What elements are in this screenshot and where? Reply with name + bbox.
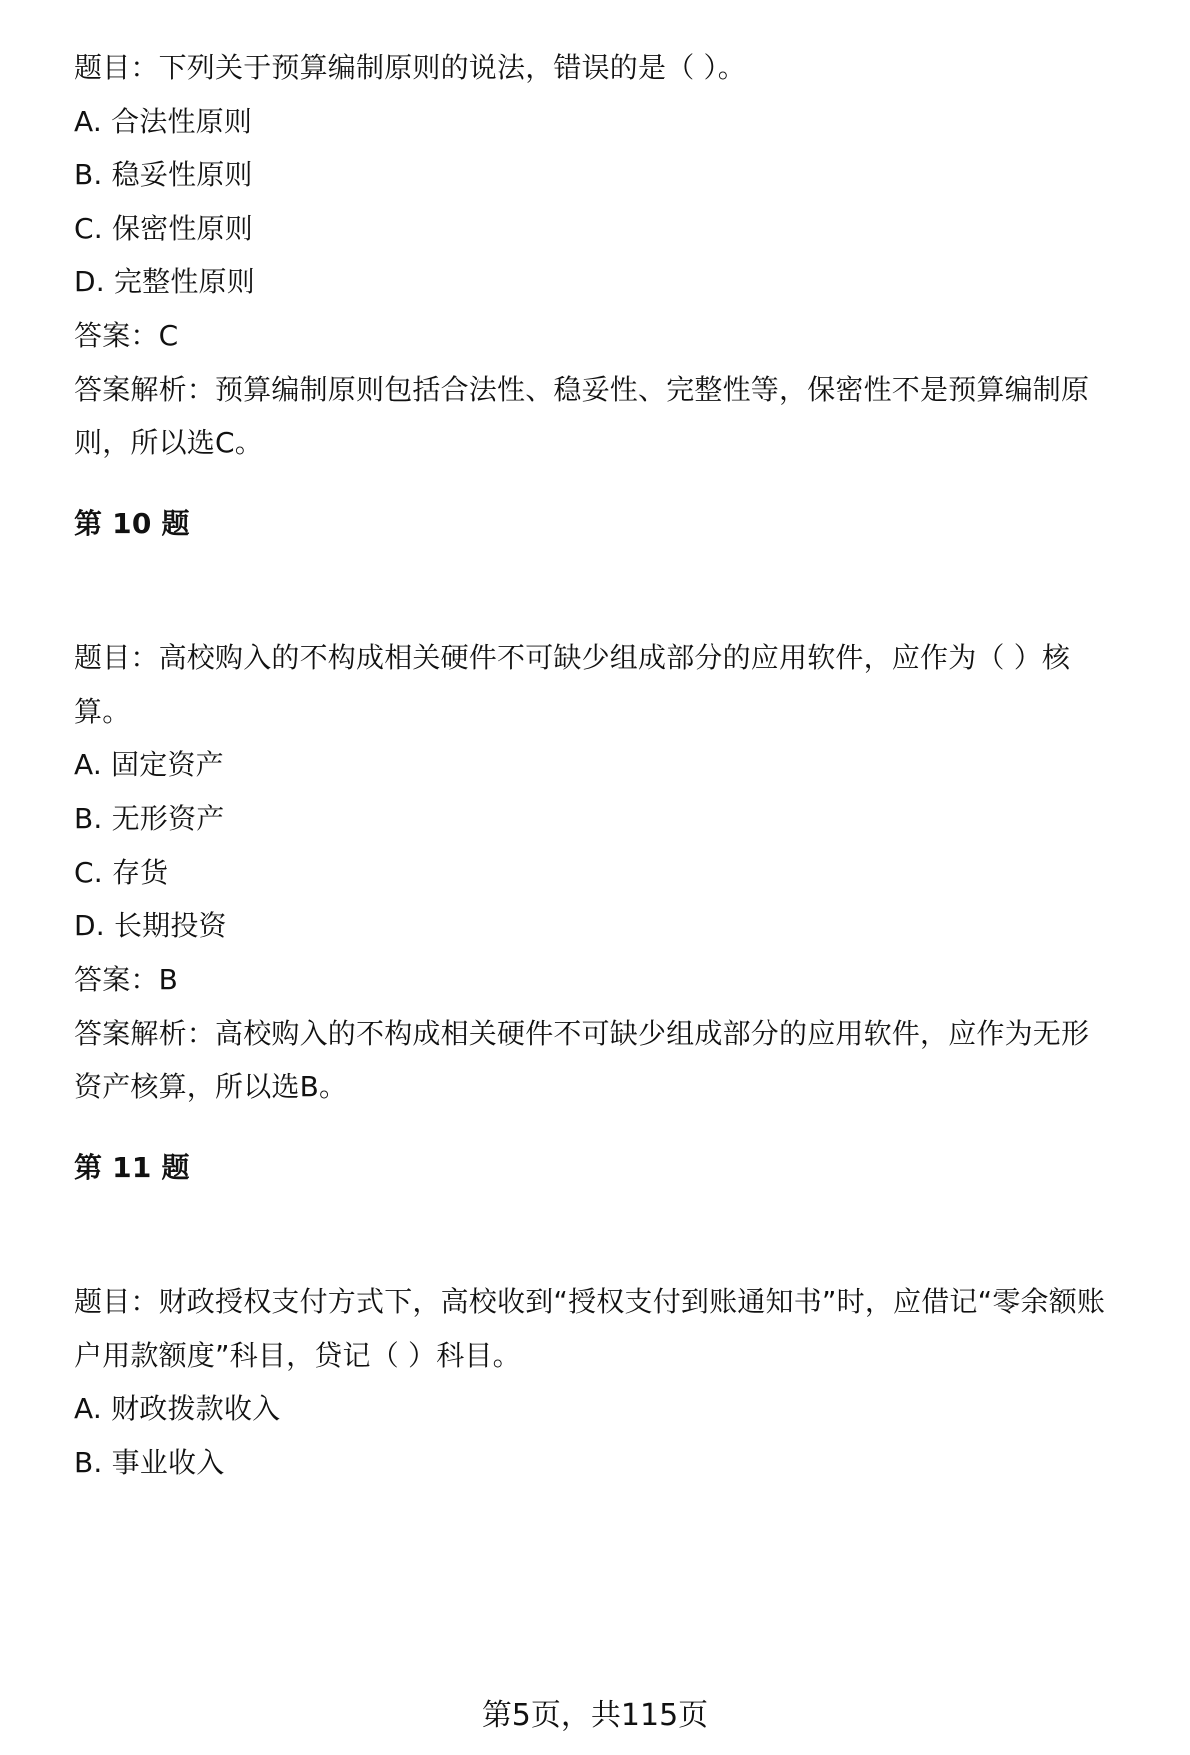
question-11-stem-line-2: 户用款额度”科目，贷记（ ）科目。 bbox=[74, 1339, 521, 1372]
question-9-explanation-line-2: 则，所以选C。 bbox=[74, 426, 263, 459]
question-9-stem: 题目：下列关于预算编制原则的说法，错误的是（ ）。 bbox=[74, 51, 746, 84]
question-10-stem-line-2: 算。 bbox=[74, 695, 131, 728]
question-11-heading: 第 11 题 bbox=[74, 1151, 190, 1184]
question-11-option-a: A. 财政拨款收入 bbox=[74, 1392, 281, 1425]
question-9-explanation-line-1: 答案解析：预算编制原则包括合法性、稳妥性、完整性等，保密性不是预算编制原 bbox=[74, 373, 1090, 406]
question-9-answer: 答案：C bbox=[74, 319, 179, 352]
question-10-stem-line-1: 题目：高校购入的不构成相关硬件不可缺少组成部分的应用软件，应作为（ ）核 bbox=[74, 641, 1071, 674]
question-11-stem-line-1: 题目：财政授权支付方式下，高校收到“授权支付到账通知书”时，应借记“零余额账 bbox=[74, 1285, 1106, 1318]
question-9-option-d: D. 完整性原则 bbox=[74, 265, 255, 298]
question-10-option-a: A. 固定资产 bbox=[74, 748, 224, 781]
question-10-explanation-line-1: 答案解析：高校购入的不构成相关硬件不可缺少组成部分的应用软件，应作为无形 bbox=[74, 1017, 1090, 1050]
question-10-explanation-line-2: 资产核算，所以选B。 bbox=[74, 1070, 348, 1103]
question-10-heading: 第 10 题 bbox=[74, 507, 190, 540]
question-10-option-b: B. 无形资产 bbox=[74, 802, 225, 835]
question-9-option-b: B. 稳妥性原则 bbox=[74, 158, 253, 191]
question-10-option-d: D. 长期投资 bbox=[74, 909, 227, 942]
question-9-option-a: A. 合法性原则 bbox=[74, 105, 253, 138]
question-10-option-c: C. 存货 bbox=[74, 856, 169, 889]
question-9-option-c: C. 保密性原则 bbox=[74, 212, 253, 245]
question-11-option-b: B. 事业收入 bbox=[74, 1446, 225, 1479]
page-number-footer: 第5页，共115页 bbox=[481, 1698, 709, 1733]
question-10-answer: 答案：B bbox=[74, 963, 179, 996]
